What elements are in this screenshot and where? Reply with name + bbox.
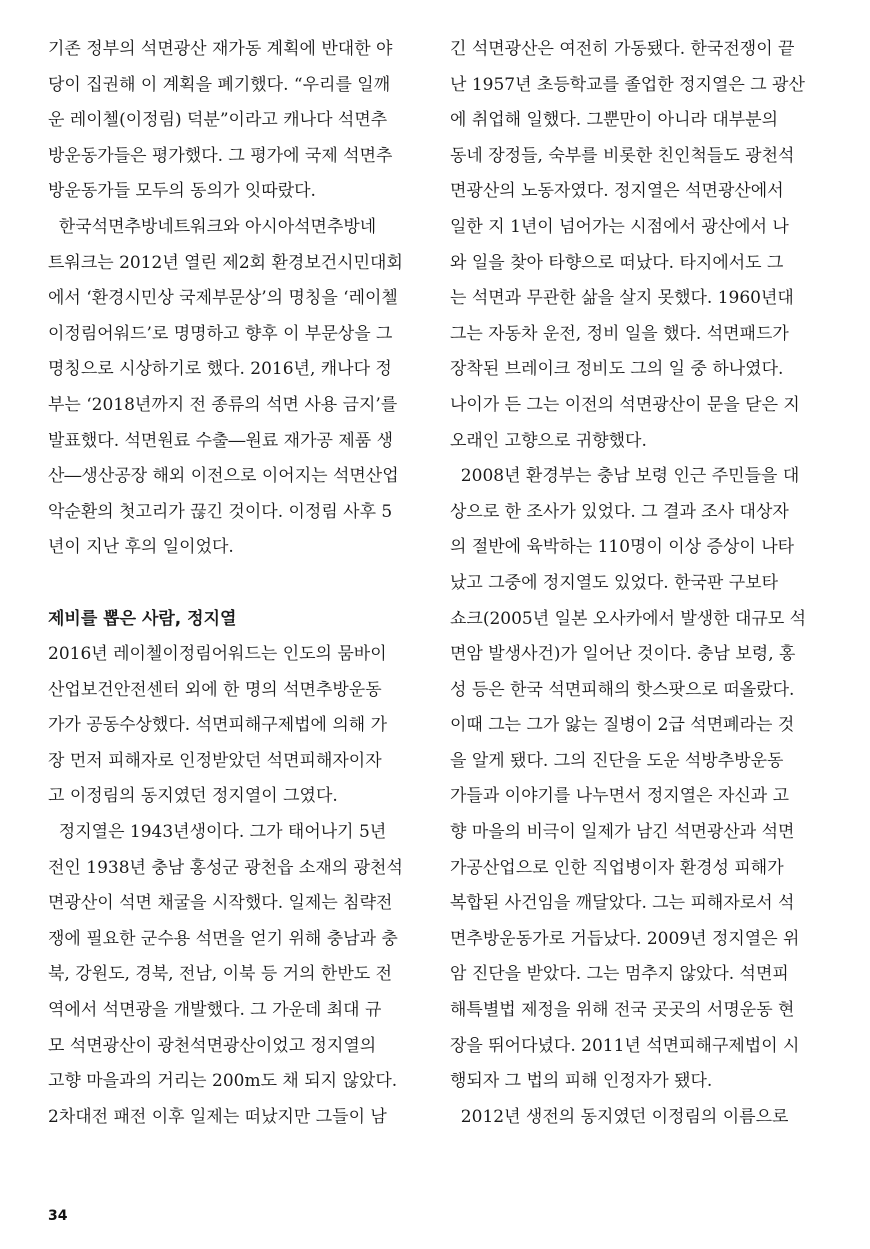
text-line: 정지열은 1943년생이다. 그가 태어나기 5년 — [48, 822, 387, 843]
text-line: 방운동가들은 평가했다. 그 평가에 국제 석면추 — [48, 145, 393, 166]
text-line: 해특별법 제정을 위해 전국 곳곳의 서명운동 현 — [450, 1000, 795, 1021]
text-line: 에서 ‘환경시민상 국제부문상’의 명칭을 ‘레이첼 — [48, 288, 398, 309]
text-line: 트워크는 2012년 열린 제2회 환경보건시민대회 — [48, 252, 403, 273]
text-line: 복합된 사건임을 깨달았다. 그는 피해자로서 석 — [450, 893, 795, 914]
text-line: 면암 발생사건)가 일어난 것이다. 충남 보령, 홍 — [450, 644, 796, 665]
text-line: 면추방운동가로 거듭났다. 2009년 정지열은 위 — [450, 928, 800, 949]
text-line: 향 마을의 비극이 일제가 남긴 석면광산과 석면 — [450, 822, 795, 843]
text-line: 일한 지 1년이 넘어가는 시점에서 광산에서 나 — [450, 216, 789, 237]
page-number: 34 — [48, 1208, 68, 1224]
paragraph — [450, 1100, 835, 1136]
text-line: 산―생산공장 해외 이전으로 이어지는 석면산업 — [48, 466, 399, 487]
text-line: 동네 장정들, 숙부를 비롯한 친인척들도 광천석 — [450, 145, 795, 166]
text-line: 오래인 고향으로 귀향했다. — [450, 430, 647, 451]
text-line: 상으로 한 조사가 있었다. 그 결과 조사 대상자 — [450, 501, 789, 522]
paragraph — [48, 637, 433, 815]
paragraph — [48, 210, 433, 566]
text-line: 2차대전 패전 이후 일제는 떠났지만 그들이 남 — [48, 1106, 387, 1127]
text-line: 북, 강원도, 경북, 전남, 이북 등 거의 한반도 전 — [48, 964, 393, 985]
text-line: 당이 집권해 이 계획을 폐기했다. “우리를 일깨 — [48, 74, 391, 95]
text-line: 이정림어워드’로 명명하고 향후 이 부문상을 그 — [48, 323, 393, 344]
text-line: 가들과 이야기를 나누면서 정지열은 자신과 고 — [450, 786, 790, 807]
text-line: 그는 자동차 운전, 정비 일을 했다. 석면패드가 — [450, 323, 789, 344]
text-line: 2008년 환경부는 충남 보령 인근 주민들을 대 — [450, 466, 800, 487]
section-spacer — [48, 566, 433, 602]
text-line: 장 먼저 피해자로 인정받았던 석면피해자이자 — [48, 750, 382, 771]
text-line: 명칭으로 시상하기로 했다. 2016년, 캐나다 정 — [48, 359, 392, 380]
text-line: 에 취업해 일했다. 그뿐만이 아니라 대부분의 — [450, 110, 779, 131]
text-line: 고향 마을과의 거리는 200m도 채 되지 않았다. — [48, 1071, 398, 1092]
text-line: 장을 뛰어다녔다. 2011년 석면피해구제법이 시 — [450, 1035, 800, 1056]
text-line: 나이가 든 그는 이전의 석면광산이 문을 닫은 지 — [450, 394, 800, 415]
text-line: 산업보건안전센터 외에 한 명의 석면추방운동 — [48, 679, 382, 700]
text-line: 전인 1938년 충남 홍성군 광천읍 소재의 광천석 — [48, 857, 403, 878]
text-line: 년이 지난 후의 일이었다. — [48, 537, 234, 558]
text-line: 났고 그중에 정지열도 있었다. 한국판 구보타 — [450, 572, 779, 593]
paragraph — [48, 32, 433, 210]
text-line: 이때 그는 그가 앓는 질병이 2급 석면폐라는 것 — [450, 715, 795, 736]
text-line: 면광산이 석면 채굴을 시작했다. 일제는 침략전 — [48, 893, 393, 914]
right-column — [450, 32, 835, 1135]
paragraph — [450, 32, 835, 459]
text-line: 는 석면과 무관한 삶을 살지 못했다. 1960년대 — [450, 288, 794, 309]
text-line: 발표했다. 석면원료 수출―원료 재가공 제품 생 — [48, 430, 394, 451]
text-line: 암 진단을 받았다. 그는 멈추지 않았다. 석면피 — [450, 964, 789, 985]
text-line: 쟁에 필요한 군수용 석면을 얻기 위해 충남과 충 — [48, 928, 398, 949]
paragraph — [48, 815, 433, 1135]
text-line: 모 석면광산이 광천석면광산이었고 정지열의 — [48, 1035, 377, 1056]
text-line: 고 이정림의 동지였던 정지열이 그였다. — [48, 786, 338, 807]
left-column — [48, 32, 433, 1135]
text-line: 성 등은 한국 석면피해의 핫스팟으로 떠올랐다. — [450, 679, 795, 700]
text-line: 운 레이첼(이정림) 덕분”이라고 캐나다 석면추 — [48, 110, 388, 131]
text-line: 난 1957년 초등학교를 졸업한 정지열은 그 광산 — [450, 74, 805, 95]
text-line: 긴 석면광산은 여전히 가동됐다. 한국전쟁이 끝 — [450, 39, 795, 59]
text-line: 행되자 그 법의 피해 인정자가 됐다. — [450, 1071, 713, 1092]
section-heading: 제비를 뽑은 사람, 정지열 — [48, 608, 237, 629]
text-line: 면광산의 노동자였다. 정지열은 석면광산에서 — [450, 181, 784, 202]
text-line: 기존 정부의 석면광산 재가동 계획에 반대한 야 — [48, 39, 393, 59]
text-line: 방운동가들 모두의 동의가 잇따랐다. — [48, 181, 316, 202]
text-line: 역에서 석면광을 개발했다. 그 가운데 최대 규 — [48, 1000, 382, 1021]
text-line: 2016년 레이첼이정림어워드는 인도의 뭄바이 — [48, 644, 387, 665]
text-line: 쇼크(2005년 일본 오사카에서 발생한 대규모 석 — [450, 608, 807, 629]
text-line: 의 절반에 육박하는 110명이 이상 증상이 나타 — [450, 537, 795, 558]
text-line: 장착된 브레이크 정비도 그의 일 중 하나였다. — [450, 359, 784, 380]
paragraph — [450, 459, 835, 1100]
text-line: 부는 ‘2018년까지 전 종류의 석면 사용 금지’를 — [48, 394, 398, 415]
text-line: 한국석면추방네트워크와 아시아석면추방네 — [48, 216, 377, 237]
text-line: 악순환의 첫고리가 끊긴 것이다. 이정림 사후 5 — [48, 501, 393, 522]
text-line: 2012년 생전의 동지였던 이정림의 이름으로 — [450, 1106, 789, 1127]
text-line: 가가 공동수상했다. 석면피해구제법에 의해 가 — [48, 715, 388, 736]
text-line: 가공산업으로 인한 직업병이자 환경성 피해가 — [450, 857, 784, 878]
text-line: 을 알게 됐다. 그의 진단을 도운 석방추방운동 — [450, 750, 784, 771]
text-line: 와 일을 찾아 타향으로 떠났다. 타지에서도 그 — [450, 252, 784, 273]
